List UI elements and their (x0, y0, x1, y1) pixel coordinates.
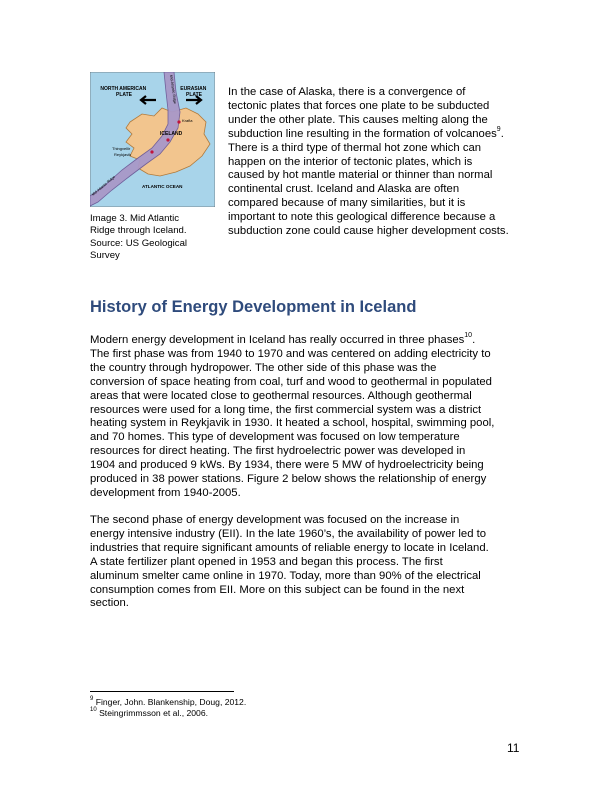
iceland-label: ICELAND (160, 131, 183, 137)
page-number: 11 (507, 741, 520, 755)
text-line: continental crust. Iceland and Alaska are often (228, 183, 460, 196)
text-line: areas that were located close to geothermal resources. Although geothermal (90, 389, 472, 402)
ridge-south-label: Mid-Atlantic Ridge (91, 174, 116, 197)
caption-line: Source: US Geological (90, 237, 188, 249)
text-line: The first phase was from 1940 to 1970 and was centered on adding electricity to (90, 347, 491, 360)
reykjavik-label: Reykjavik (114, 152, 132, 157)
footnote-divider (90, 691, 234, 692)
punctuation: . (500, 127, 504, 140)
eurasian-plate-label: EURASIAN PLATE (180, 86, 207, 98)
intro-paragraph (228, 86, 528, 239)
footnote-number: 10 (90, 706, 97, 713)
text-line (90, 334, 530, 348)
footnote-ref-9[interactable]: 9 (496, 125, 501, 133)
line-text: subduction line resulting in the formation of volcanoes (228, 127, 497, 140)
footnote-9 (90, 697, 246, 708)
paragraph-phase-two (90, 514, 530, 611)
text-line: important to note this geological difference because a (228, 211, 496, 224)
footnotes (90, 697, 246, 718)
line-text: Modern energy development in Iceland has really occurred in three phases (90, 334, 465, 346)
text-line: happen on the interior of tectonic plates, which is (228, 155, 473, 168)
text-line: caused by hot mantle material or thinner than normal (228, 169, 493, 182)
text-line: energy intensive industry (EII). In the late 1960’s, the availability of power led to (90, 527, 487, 540)
text-line: heating system in Reykjavik in 1930. It heated a school, hospital, swimming pool, (90, 417, 495, 430)
text-line: In the case of Alaska, there is a convergence of (228, 86, 466, 98)
ridge-north-label: Mid-Atlantic Ridge (169, 74, 178, 105)
krafla-label: Krafla (182, 118, 193, 123)
text-line: compared because of many similarities, but it is (228, 197, 466, 210)
caption-line: Survey (90, 250, 120, 262)
text-line: conversion of space heating from coal, turf and wood to geothermal in populated (90, 375, 492, 388)
text-line: The second phase of energy development was focused on the increase in (90, 514, 460, 526)
text-line (228, 125, 528, 142)
footnote-10 (90, 708, 246, 719)
footnote-number: 9 (90, 696, 94, 703)
mid-atlantic-ridge-map (90, 72, 215, 207)
section-heading: History of Energy Development in Iceland (90, 298, 417, 316)
text-line: consumption comes from EII. More on this subject can be found in the next (90, 583, 465, 596)
text-line: development from 1940-2005. (90, 486, 241, 499)
atlantic-ocean-label: ATLANTIC OCEAN (142, 184, 183, 189)
north-american-plate-label: NORTH AMERICAN PLATE (100, 86, 147, 98)
footnote-ref-10[interactable]: 10 (464, 332, 473, 340)
footnote-text: Finger, John. Blankenship, Doug, 2012. (95, 697, 247, 707)
text-line: subduction zone could cause higher development costs. (228, 225, 509, 238)
text-line: under the other plate. This causes melting along the (228, 113, 488, 126)
footnote-text: Steingrimmsson et al., 2006. (99, 707, 208, 718)
krafla-hotspot-icon (177, 120, 180, 123)
caption-line: Image 3. Mid Atlantic (90, 213, 180, 224)
text-line: industries that require significant amounts of reliable energy to locate in Iceland. (90, 541, 489, 554)
text-line: resources were used for a long time, the first commercial system was a district (90, 403, 482, 416)
text-line: resources for direct heating. The first hydroelectric power was developed in (90, 445, 466, 458)
paragraph-phase-one (90, 334, 530, 501)
text-line: section. (90, 597, 129, 610)
thingvellir-label: Thingvellir (112, 146, 131, 151)
central-hotspot-icon (166, 138, 169, 141)
text-line: aluminum smelter came online in 1970. Today, more than 90% of the electrical (90, 569, 481, 582)
text-line: A state fertilizer plant opened in 1953 and began this process. The first (90, 555, 443, 568)
text-line: the country through hydropower. The other side of this phase was the (90, 361, 437, 374)
text-line: tectonic plates that forces one plate to be subducted (228, 99, 490, 112)
text-line: produced in 38 power stations. Figure 2 below shows the relationship of energy (90, 473, 487, 486)
image-caption (90, 213, 218, 263)
text-line: and 70 homes. This type of development was focused on low temperature (90, 431, 460, 444)
text-line: 1904 and produced 9 kWs. By 1934, there were 5 MW of hydroelectricity being (90, 459, 484, 472)
caption-line: Ridge through Iceland. (90, 225, 187, 237)
thingvellir-hotspot-icon (150, 150, 153, 153)
text-line: There is a third type of thermal hot zone which can (228, 141, 482, 154)
punctuation: . (472, 334, 476, 346)
